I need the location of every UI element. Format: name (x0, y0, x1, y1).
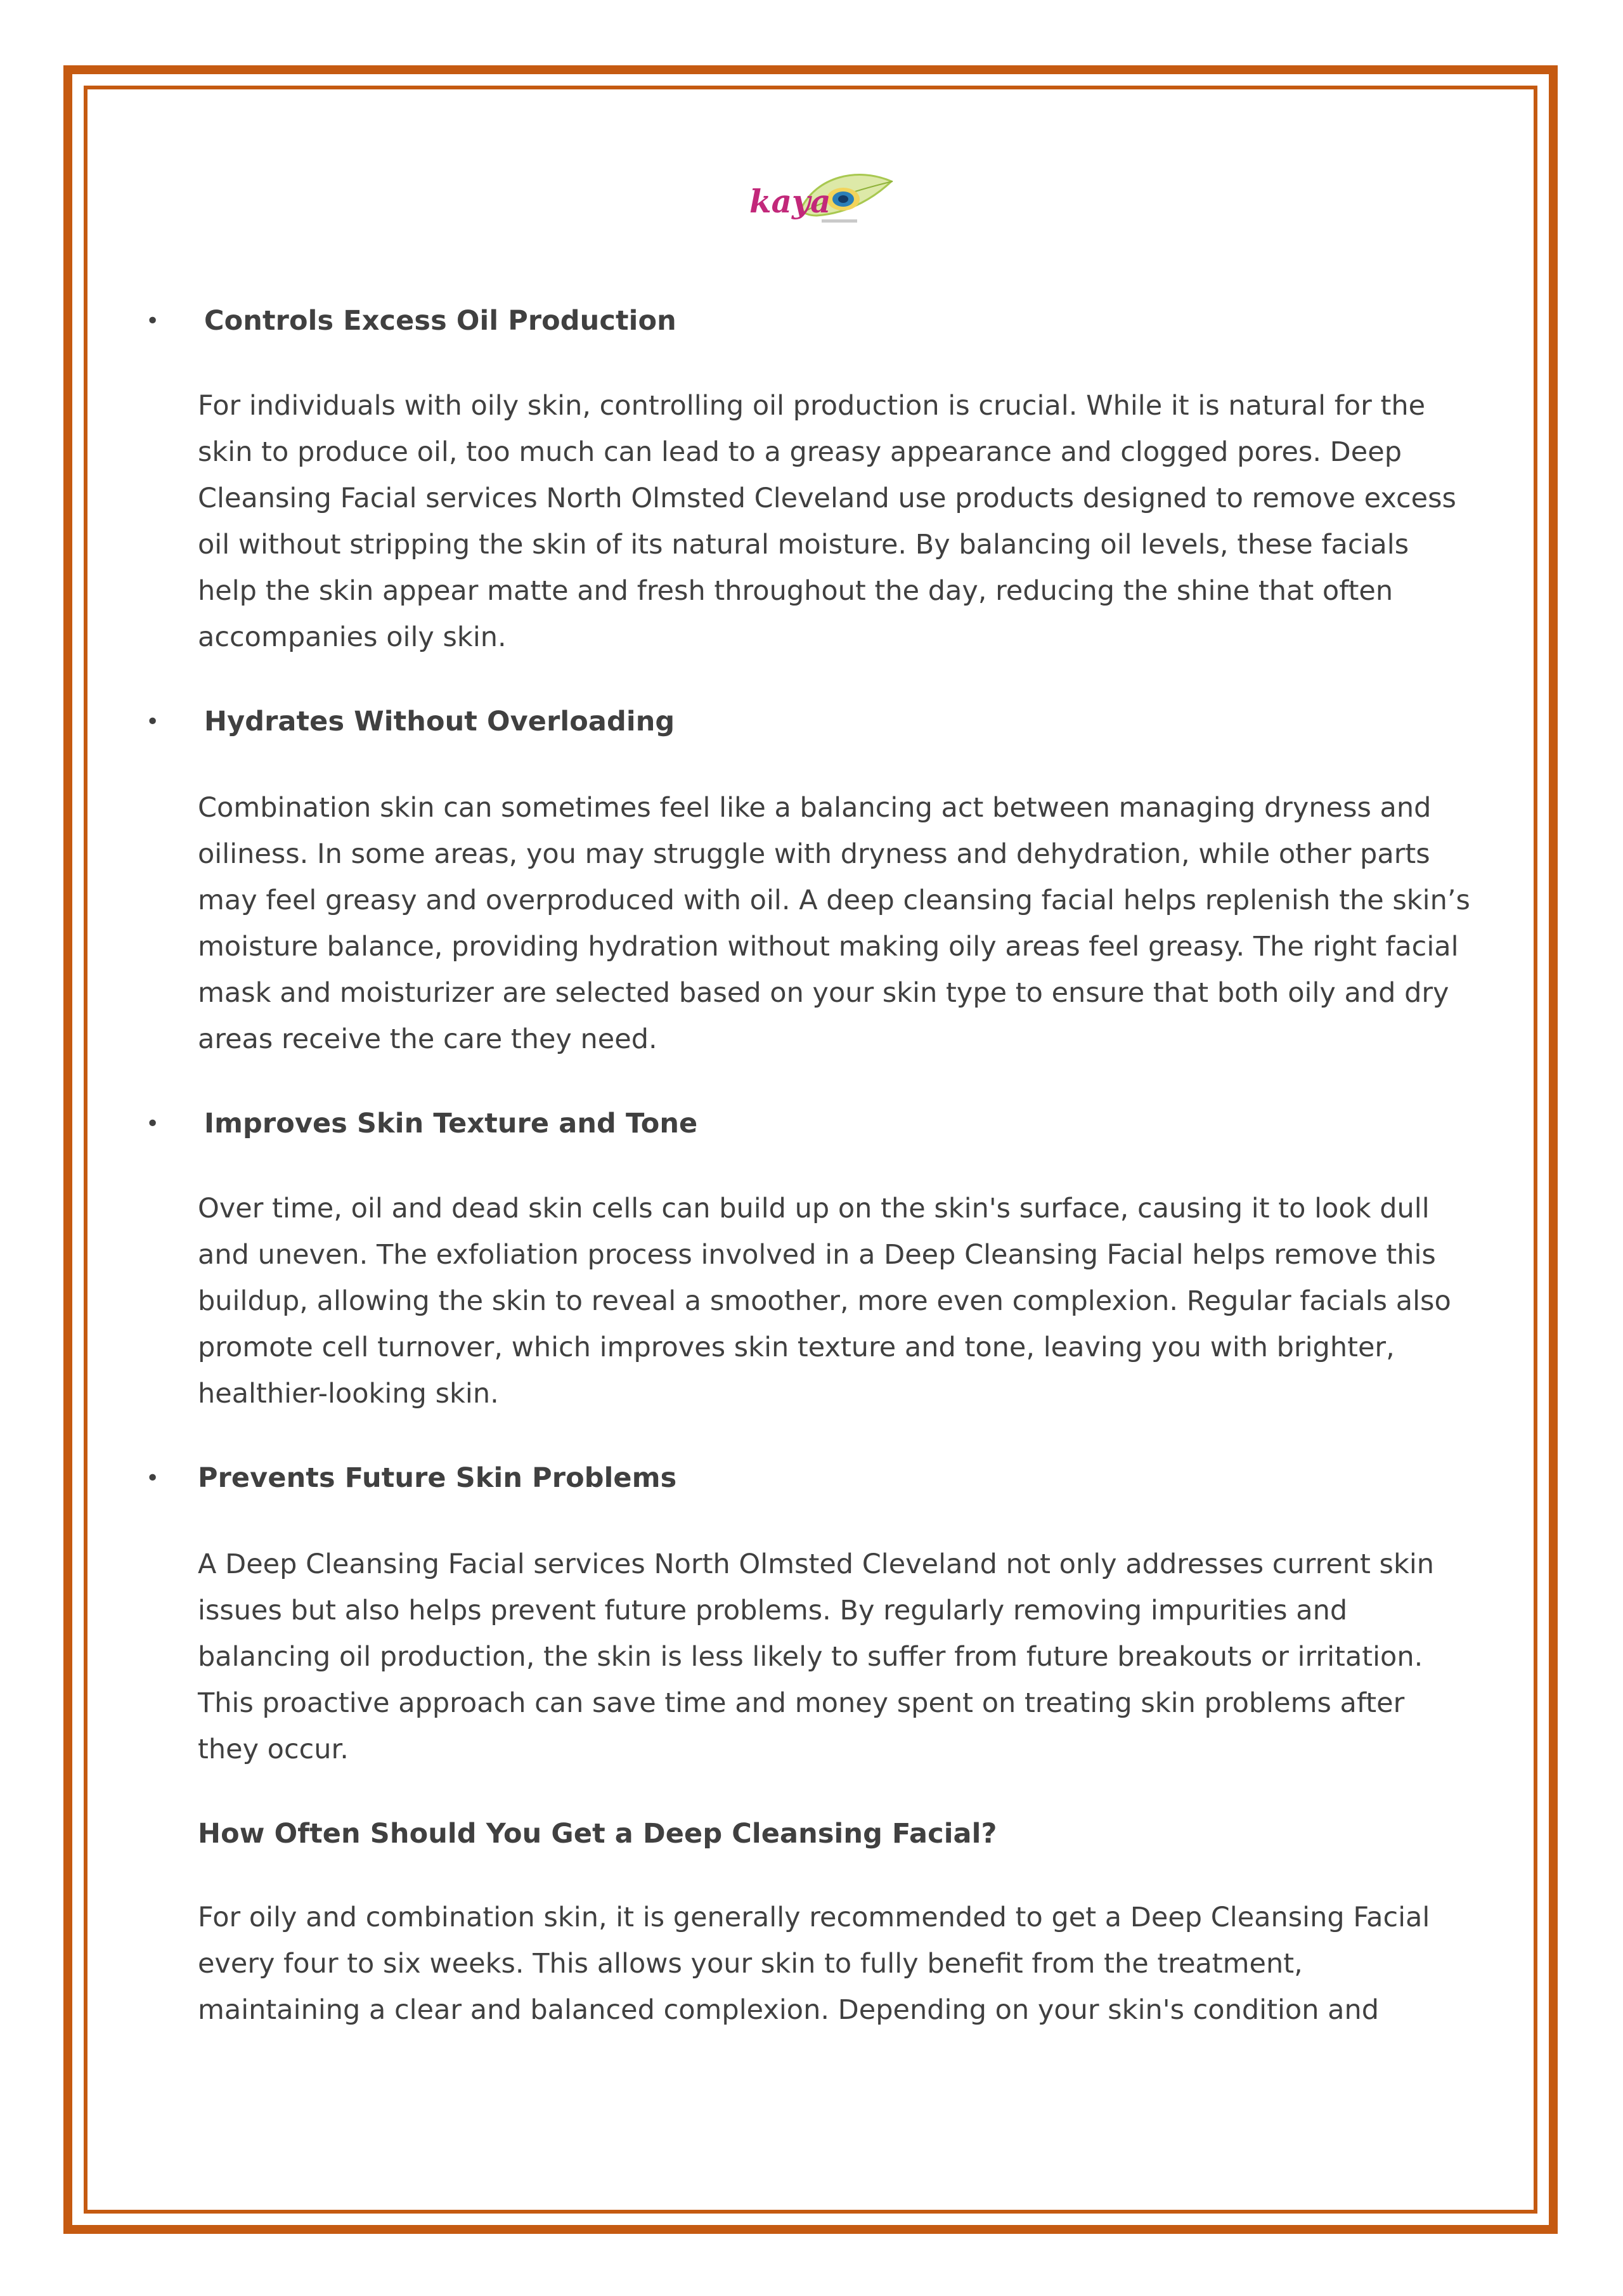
section-heading: Hydrates Without Overloading (204, 706, 675, 737)
paragraph-line: buildup, allowing the skin to reveal a smoother, more even complexion. Regular facials also (198, 1285, 1451, 1317)
paragraph-line: issues but also helps prevent future problems. By regularly removing impurities and (198, 1595, 1348, 1626)
section-heading: Controls Excess Oil Production (204, 305, 676, 337)
paragraph-line: and uneven. The exfoliation process involved in a Deep Cleansing Facial helps remove this (198, 1239, 1436, 1271)
paragraph-line: moisture balance, providing hydration without making oily areas feel greasy. The right facial (198, 931, 1459, 963)
paragraph-line: oil without stripping the skin of its natural moisture. By balancing oil levels, these facials (198, 529, 1409, 561)
paragraph-line: balancing oil production, the skin is less likely to suffer from future breakouts or irritation. (198, 1641, 1423, 1673)
kaya-logo (740, 164, 899, 233)
faq-paragraph (198, 1895, 1452, 2033)
logo-text: kaya (749, 183, 831, 220)
paragraph-line: For individuals with oily skin, controlling oil production is crucial. While it is natural for the (198, 390, 1426, 422)
paragraph-line: accompanies oily skin. (198, 621, 507, 653)
document-body (146, 298, 1470, 2033)
paragraph-line: skin to produce oil, too much can lead to a greasy appearance and clogged pores. Deep (198, 436, 1402, 468)
section-heading-row (146, 1101, 1452, 1146)
bullet-icon: • (146, 1110, 160, 1137)
paragraph-line: help the skin appear matte and fresh throughout the day, reducing the shine that often (198, 575, 1393, 607)
section-paragraph (198, 785, 1470, 1063)
paragraph-line: This proactive approach can save time and money spent on treating skin problems after (198, 1687, 1405, 1719)
bullet-icon: • (146, 1465, 160, 1491)
faq-heading-row (146, 1811, 1452, 1857)
section-heading: Prevents Future Skin Problems (198, 1462, 677, 1494)
paragraph-line: oiliness. In some areas, you may struggle with dryness and dehydration, while other parts (198, 838, 1430, 870)
paragraph-line: healthier-looking skin. (198, 1378, 499, 1410)
faq-heading: How Often Should You Get a Deep Cleansing Facial? (198, 1818, 997, 1850)
section-heading: Improves Skin Texture and Tone (204, 1108, 698, 1139)
paragraph-line: areas receive the care they need. (198, 1023, 657, 1055)
paragraph-line: they occur. (198, 1734, 349, 1765)
section-paragraph (198, 1186, 1452, 1417)
paragraph-line: maintaining a clear and balanced complexion. Depending on your skin's condition and (198, 1994, 1380, 2026)
paragraph-line: For oily and combination skin, it is generally recommended to get a Deep Cleansing Facial (198, 1902, 1430, 1933)
bullet-icon: • (146, 308, 160, 334)
section-heading-row (146, 298, 1452, 344)
section-paragraph (198, 1541, 1452, 1773)
section-heading-row (146, 1455, 1452, 1501)
paragraph-line: A Deep Cleansing Facial services North Olmsted Cleveland not only addresses current skin (198, 1548, 1435, 1580)
paragraph-line: Over time, oil and dead skin cells can build up on the skin's surface, causing it to look dull (198, 1193, 1430, 1224)
paragraph-line: mask and moisturizer are selected based on your skin type to ensure that both oily and dry (198, 977, 1449, 1009)
paragraph-line: may feel greasy and overproduced with oil. A deep cleansing facial helps replenish the skin’s (198, 885, 1470, 916)
bullet-icon: • (146, 708, 160, 735)
paragraph-line: Combination skin can sometimes feel like a balancing act between managing dryness and (198, 792, 1432, 824)
paragraph-line: Cleansing Facial services North Olmsted Cleveland use products designed to remove excess (198, 483, 1456, 514)
section-heading-row (146, 699, 1452, 744)
paragraph-line: every four to six weeks. This allows your skin to fully benefit from the treatment, (198, 1948, 1303, 1980)
paragraph-line: promote cell turnover, which improves skin texture and tone, leaving you with brighter, (198, 1332, 1395, 1363)
section-paragraph (198, 383, 1456, 661)
